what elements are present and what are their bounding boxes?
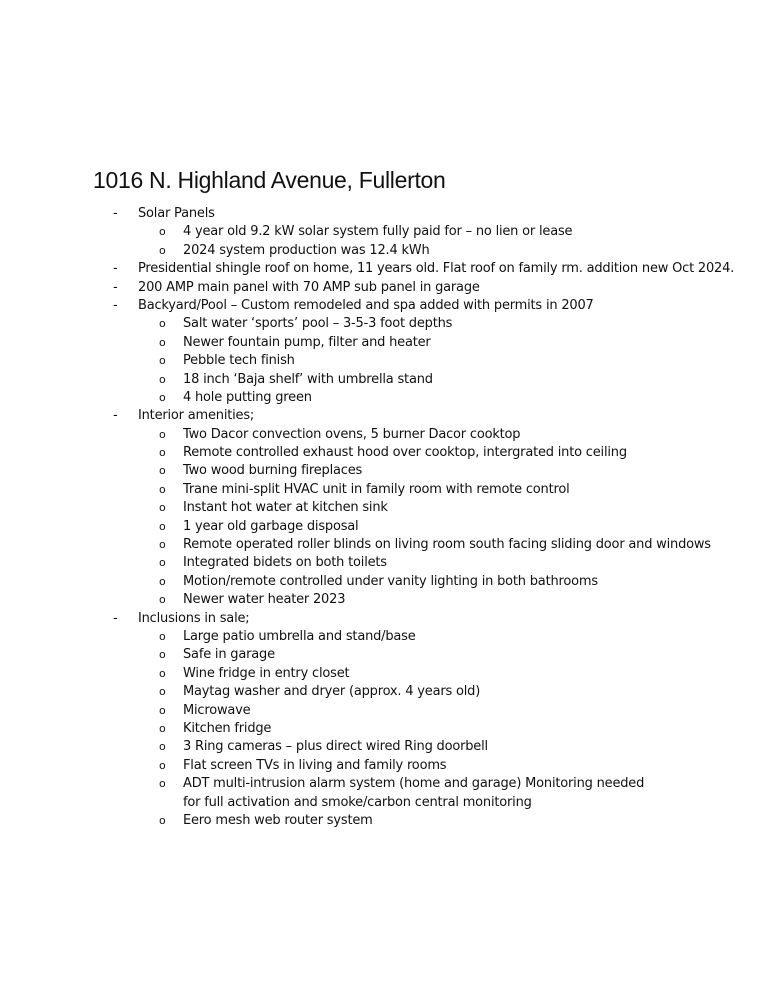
section-item bbox=[0, 297, 779, 315]
item-text: ADT multi-intrusion alarm system (home and garage) Monitoring needed for full activation and smoke/carbon central monitoring bbox=[183, 776, 645, 810]
circle-bullet-marker: o bbox=[159, 390, 166, 404]
item-text: 18 inch ‘Baja shelf’ with umbrella stand bbox=[183, 371, 433, 387]
circle-bullet-marker: o bbox=[159, 243, 166, 257]
dash-bullet-marker: - bbox=[113, 610, 118, 626]
sub-item bbox=[0, 775, 779, 812]
circle-bullet-marker: o bbox=[159, 501, 166, 515]
item-text: Salt water ‘sports’ pool – 3-5-3 foot depths bbox=[183, 316, 453, 332]
circle-bullet-marker: o bbox=[159, 574, 166, 588]
sub-item bbox=[0, 812, 779, 830]
dash-bullet-marker: - bbox=[113, 408, 118, 424]
sub-item bbox=[0, 665, 779, 683]
sub-item bbox=[0, 462, 779, 480]
circle-bullet-marker: o bbox=[159, 464, 166, 478]
sub-item bbox=[0, 573, 779, 591]
sub-item bbox=[0, 352, 779, 370]
circle-bullet-marker: o bbox=[159, 648, 166, 662]
item-text: Two Dacor convection ovens, 5 burner Dacor cooktop bbox=[183, 426, 521, 442]
section-item bbox=[0, 407, 779, 425]
circle-bullet-marker: o bbox=[159, 666, 166, 680]
item-text: Pebble tech finish bbox=[183, 353, 295, 369]
item-text: Kitchen fridge bbox=[183, 720, 272, 736]
circle-bullet-marker: o bbox=[159, 335, 166, 349]
dash-bullet-marker: - bbox=[113, 297, 118, 313]
circle-bullet-marker: o bbox=[159, 758, 166, 772]
sub-item bbox=[0, 426, 779, 444]
circle-bullet-marker: o bbox=[159, 482, 166, 496]
item-text: 4 hole putting green bbox=[183, 389, 312, 405]
circle-bullet-marker: o bbox=[159, 629, 166, 643]
circle-bullet-marker: o bbox=[159, 777, 166, 791]
item-text: Remote controlled exhaust hood over cooktop, intergrated into ceiling bbox=[183, 445, 627, 461]
circle-bullet-marker: o bbox=[159, 685, 166, 699]
circle-bullet-marker: o bbox=[159, 225, 166, 239]
item-text: Safe in garage bbox=[183, 647, 275, 663]
sub-item bbox=[0, 518, 779, 536]
item-text: Two wood burning fireplaces bbox=[183, 463, 363, 479]
sub-item bbox=[0, 334, 779, 352]
sub-item bbox=[0, 646, 779, 664]
item-text: Flat screen TVs in living and family rooms bbox=[183, 757, 447, 773]
item-text: Newer water heater 2023 bbox=[183, 592, 346, 608]
feature-list bbox=[0, 205, 779, 830]
sub-item bbox=[0, 499, 779, 517]
section-label: Inclusions in sale; bbox=[138, 610, 250, 626]
circle-bullet-marker: o bbox=[159, 740, 166, 754]
section-item bbox=[0, 610, 779, 628]
sub-item bbox=[0, 591, 779, 609]
sub-item bbox=[0, 315, 779, 333]
item-text: Eero mesh web router system bbox=[183, 812, 373, 828]
item-text: Large patio umbrella and stand/base bbox=[183, 628, 416, 644]
item-text: 1 year old garbage disposal bbox=[183, 518, 359, 534]
item-text: Integrated bidets on both toilets bbox=[183, 555, 387, 571]
section-label: 200 AMP main panel with 70 AMP sub panel in garage bbox=[138, 279, 480, 295]
sub-item bbox=[0, 444, 779, 462]
sub-item bbox=[0, 536, 779, 554]
sub-item bbox=[0, 371, 779, 389]
sub-item bbox=[0, 757, 779, 775]
item-text: 4 year old 9.2 kW solar system fully paid for – no lien or lease bbox=[183, 224, 573, 240]
circle-bullet-marker: o bbox=[159, 354, 166, 368]
item-text: Trane mini-split HVAC unit in family room with remote control bbox=[183, 481, 570, 497]
section-item bbox=[0, 260, 779, 278]
sub-item bbox=[0, 628, 779, 646]
circle-bullet-marker: o bbox=[159, 538, 166, 552]
item-text: 3 Ring cameras – plus direct wired Ring doorbell bbox=[183, 739, 488, 755]
item-text: 2024 system production was 12.4 kWh bbox=[183, 242, 430, 258]
item-text: Microwave bbox=[183, 702, 251, 718]
section-label: Solar Panels bbox=[138, 206, 215, 221]
section-item bbox=[0, 279, 779, 297]
document-title: 1016 N. Highland Avenue, Fullerton bbox=[93, 167, 446, 193]
sub-item bbox=[0, 242, 779, 260]
circle-bullet-marker: o bbox=[159, 813, 166, 827]
sub-item bbox=[0, 554, 779, 572]
circle-bullet-marker: o bbox=[159, 317, 166, 331]
section-label: Backyard/Pool – Custom remodeled and spa added with permits in 2007 bbox=[138, 297, 594, 313]
item-text: Wine fridge in entry closet bbox=[183, 665, 350, 681]
item-text: Motion/remote controlled under vanity lighting in both bathrooms bbox=[183, 573, 598, 589]
sub-item bbox=[0, 683, 779, 701]
sub-item bbox=[0, 389, 779, 407]
section-label: Interior amenities; bbox=[138, 408, 255, 424]
item-text: Instant hot water at kitchen sink bbox=[183, 500, 388, 516]
sub-item bbox=[0, 738, 779, 756]
circle-bullet-marker: o bbox=[159, 593, 166, 607]
item-text: Maytag washer and dryer (approx. 4 years old) bbox=[183, 684, 481, 700]
dash-bullet-marker: - bbox=[113, 261, 118, 277]
circle-bullet-marker: o bbox=[159, 446, 166, 460]
sub-item bbox=[0, 720, 779, 738]
section-item bbox=[0, 205, 779, 223]
circle-bullet-marker: o bbox=[159, 519, 166, 533]
circle-bullet-marker: o bbox=[159, 721, 166, 735]
section-label: Presidential shingle roof on home, 11 years old. Flat roof on family rm. addition new Oct 2024. bbox=[138, 261, 735, 277]
sub-item bbox=[0, 481, 779, 499]
circle-bullet-marker: o bbox=[159, 427, 166, 441]
dash-bullet-marker: - bbox=[113, 279, 118, 295]
circle-bullet-marker: o bbox=[159, 556, 166, 570]
sub-item bbox=[0, 702, 779, 720]
sub-item bbox=[0, 223, 779, 241]
circle-bullet-marker: o bbox=[159, 703, 166, 717]
item-text: Remote operated roller blinds on living room south facing sliding door and windows bbox=[183, 537, 711, 553]
circle-bullet-marker: o bbox=[159, 372, 166, 386]
dash-bullet-marker: - bbox=[113, 206, 118, 221]
item-text: Newer fountain pump, filter and heater bbox=[183, 334, 431, 350]
